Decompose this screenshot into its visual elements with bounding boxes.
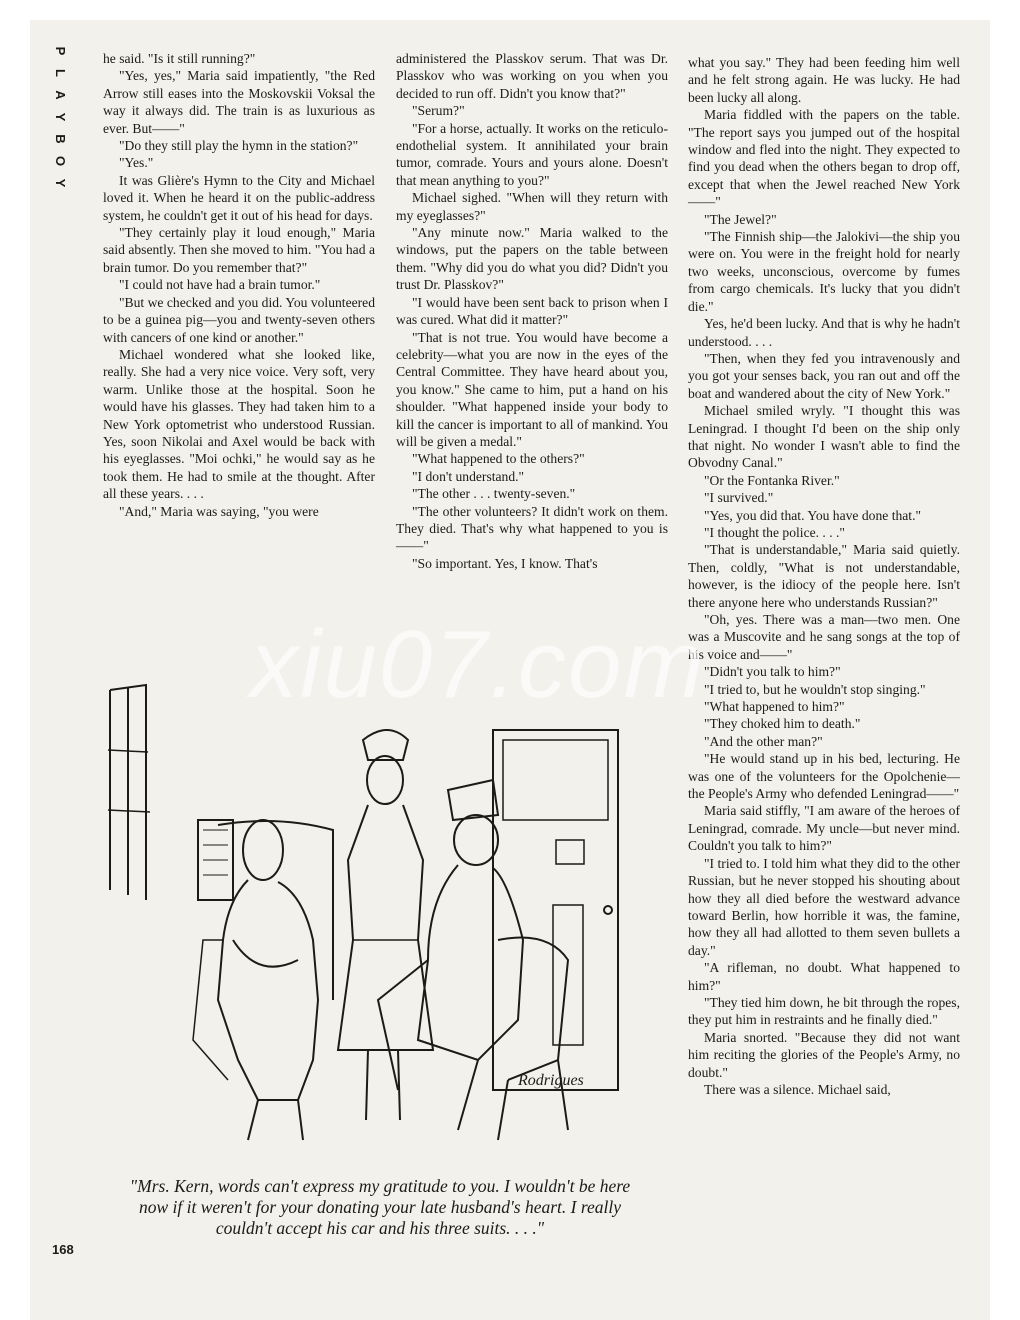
- paragraph: "Yes, yes," Maria said impatiently, "the Red Arrow still eases into the Moskovskii Voksal the way it always did. The train is as luxurious as ever. But——": [103, 68, 375, 136]
- paragraph: "I thought the police. . . .": [704, 524, 845, 540]
- paragraph: "They certainly play it loud enough," Maria said absently. Then she moved to him. "You had a brain tumor. Do you remember that?": [103, 225, 375, 275]
- paragraph: "Oh, yes. There was a man—two men. One was a Muscovite and he sang songs at the top of his voice and——": [688, 612, 960, 662]
- artist-signature: Rodrigues: [518, 1072, 584, 1089]
- paragraph: "The Jewel?": [704, 211, 777, 227]
- paragraph: "Do they still play the hymn in the station?": [119, 138, 359, 154]
- paragraph: "Then, when they fed you intravenously and you got your senses back, you ran out and off the boat and wandered about the city of New York.": [688, 350, 960, 401]
- paragraph: "I would have been sent back to prison when I was cured. What did it matter?": [396, 294, 668, 328]
- title-letter: P: [53, 46, 68, 56]
- paragraph: "I tried to, but he wouldn't stop singing.": [704, 681, 926, 697]
- paragraph: "Yes, you did that. You have done that.": [704, 507, 922, 523]
- paragraph: "I survived.": [704, 490, 774, 506]
- paragraph: "What happened to him?": [704, 699, 845, 715]
- paragraph: "I tried to. I told him what they did to the other Russian, but he never stopped his shouting about how they all died before the westward advance toward Berlin, how horrible it was, the famine, how they all had allotted to them seven bullets a day.": [688, 855, 960, 958]
- paragraph: "I don't understand.": [412, 468, 525, 484]
- paragraph: "They tied him down, he bit through the ropes, they put him in restraints and he finally died.": [688, 994, 960, 1028]
- page-number: 168: [52, 1242, 74, 1257]
- paragraph: Michael smiled wryly. "I thought this was Leningrad. I thought I'd been on the ship only that night. No wonder I wasn't able to find the Obvodny Canal.": [688, 403, 960, 471]
- cartoon-caption: "Mrs. Kern, words can't express my gratitude to you. I wouldn't be here now if it weren't for your donating your late husband's heart. I really couldn't accept his car and his three suits. . . .": [129, 1176, 631, 1238]
- title-letter: A: [53, 90, 68, 100]
- title-letter: O: [53, 155, 68, 167]
- paragraph: administered the Plasskov serum. That was Dr. Plasskov who was working on you when you decided to run off. Didn't you know that?": [396, 51, 668, 101]
- text-column-3: [688, 54, 960, 1098]
- magazine-side-title: [48, 40, 72, 194]
- text-column-2: [396, 50, 668, 572]
- paragraph: "Any minute now." Maria walked to the windows, put the papers on the table between them. "Why did you do what you did? Didn't you trust Dr. Plasskov?": [396, 225, 668, 293]
- paragraph: "And," Maria was saying, "you were: [119, 503, 319, 519]
- paragraph: It was Glière's Hymn to the City and Michael loved it. When he heard it on the public-address system, he couldn't get it out of his head for days.: [103, 172, 375, 223]
- paragraph: "That is understandable," Maria said quietly. Then, coldly, "What is not understandable, however, is the idiocy of the people here. Isn't there anyone here who understands Russian?": [688, 542, 960, 610]
- paragraph: what you say." They had been feeding him well and he felt strong again. He was lucky. He had been lucky all along.: [688, 55, 960, 105]
- paragraph: "And the other man?": [704, 733, 823, 749]
- paragraph: "For a horse, actually. It works on the reticulo-endothelial system. It annihilated your brain tumor, comrade. Yours and yours alone. Doesn't that mean anything to you?": [396, 120, 668, 188]
- paragraph: Yes, he'd been lucky. And that is why he hadn't understood. . . .: [688, 316, 960, 349]
- text-column-1: [103, 50, 375, 520]
- paragraph: he said. "Is it still running?": [103, 51, 256, 66]
- paragraph: "The other volunteers? It didn't work on them. They died. That's why what happened to you is——": [396, 503, 668, 554]
- title-letter: Y: [53, 112, 68, 122]
- paragraph: "What happened to the others?": [412, 451, 585, 467]
- paragraph: "The other . . . twenty-seven.": [412, 486, 576, 502]
- paragraph: Maria snorted. "Because they did not want him reciting the glories of the People's Army, no doubt.": [688, 1029, 960, 1080]
- title-letter: L: [53, 69, 68, 77]
- paragraph: "Yes.": [119, 155, 154, 171]
- paragraph: Maria said stiffly, "I am aware of the heroes of Leningrad, comrade. My uncle—but never mind. Couldn't you talk to him?": [688, 803, 960, 854]
- paragraph: "Serum?": [412, 103, 465, 119]
- paragraph: "So important. Yes, I know. That's: [412, 555, 598, 571]
- paragraph: "I could not have had a brain tumor.": [119, 277, 321, 293]
- paragraph: "A rifleman, no doubt. What happened to him?": [688, 960, 960, 993]
- paragraph: "But we checked and you did. You volunteered to be a guinea pig—you and twenty-seven others with cancers of one kind or another.": [103, 294, 375, 345]
- paragraph: "Didn't you talk to him?": [704, 664, 841, 680]
- title-letter: Y: [53, 178, 68, 188]
- paragraph: "The Finnish ship—the Jalokivi—the ship you were on. You were in the freight hold for nearly two weeks, unconscious, overcome by fumes from cargo chemicals. It's lucky that you didn't die.": [688, 229, 960, 314]
- paragraph: There was a silence. Michael said,: [704, 1081, 891, 1097]
- paragraph: Maria fiddled with the papers on the table. "The report says you jumped out of the hospital window and fled into the night. They expected to find you dead when the others began to drop off, except that when the Jewel reached New York——": [688, 107, 960, 210]
- paragraph: Michael sighed. "When will they return with my eyeglasses?": [396, 190, 668, 223]
- paragraph: "They choked him to death.": [704, 716, 861, 732]
- title-letter: B: [53, 134, 68, 144]
- watermark: xiu07.com: [250, 611, 706, 718]
- paragraph: "That is not true. You would have become a celebrity—what you are now in the eyes of the Central Committee. They have heard about you, you know." She came to him, put a hand on his shoulder. "What happened inside your body to kill the cancer is important to all of mankind. You will be given a medal.": [396, 329, 668, 449]
- paragraph: "Or the Fontanka River.": [704, 472, 840, 488]
- paragraph: "He would stand up in his bed, lecturing. He was one of the volunteers for the Opolchenie—the People's Army who defended Leningrad——": [688, 751, 960, 802]
- paragraph: Michael wondered what she looked like, really. She had a very nice voice. Very soft, very warm. Unlike those at the hospital. Soon he would have his glasses. They had taken him to a New York optometrist who understood Russian. Yes, soon Nikolai and Axel would be back with his eyeglasses. "Moi ochki," he would say as he took them. He had to smile at the thought. After all these years. . . .: [103, 346, 375, 502]
